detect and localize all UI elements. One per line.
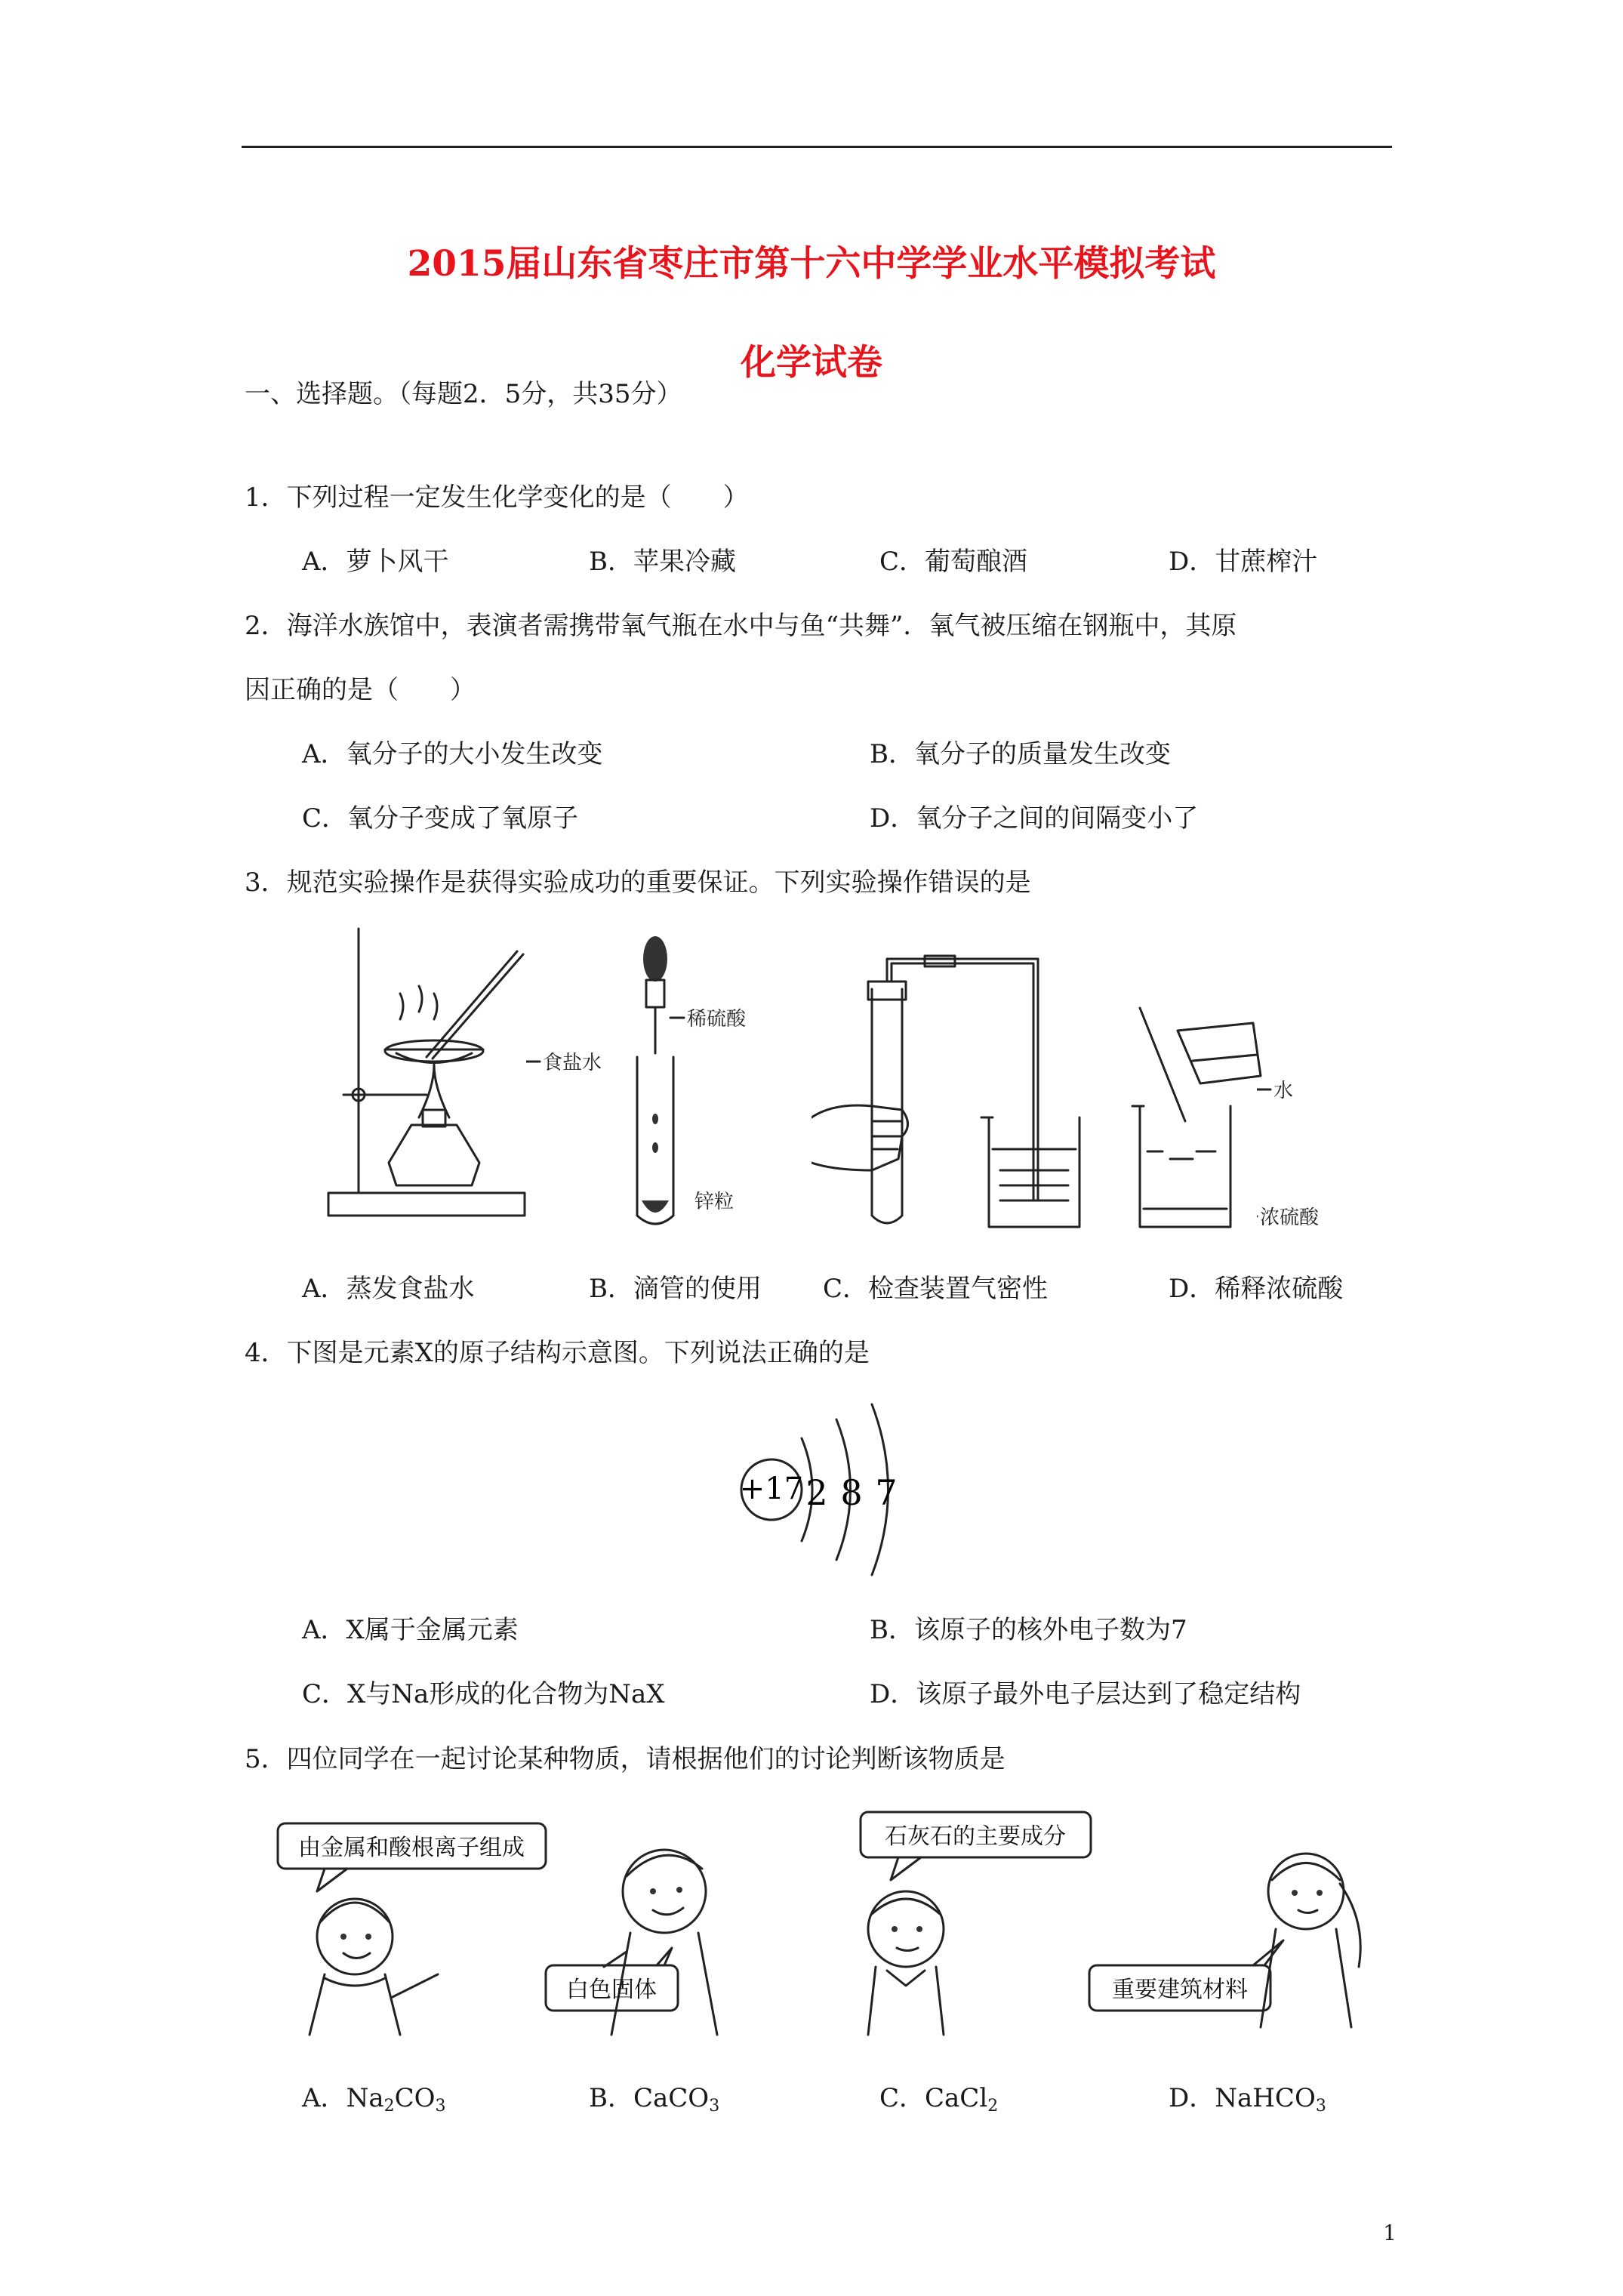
exam-title: 2015届山东省枣庄市第十六中学学业水平模拟考试 (407, 243, 1216, 285)
evaporation-apparatus-figure (313, 921, 540, 1238)
q3-option-c: C．检查装置气密性 (823, 1274, 1049, 1304)
q2-option-c: C．氧分子变成了氧原子 (302, 803, 579, 834)
q1-option-c: C．葡萄酿酒 (879, 547, 1028, 577)
svg-text:食盐水: 食盐水 (543, 1052, 602, 1074)
dropper-labels (657, 1004, 770, 1231)
svg-text:由金属和酸根离子组成: 由金属和酸根离子组成 (298, 1835, 525, 1861)
q5-option-b: B．CaCO$_3$ (589, 2083, 720, 2116)
svg-text:石灰石的主要成分: 石灰石的主要成分 (885, 1823, 1066, 1850)
header-rule (242, 146, 1392, 148)
q2-stem-line1: 2．海洋水族馆中，表演者需携带氧气瓶在水中与鱼“共舞”．氧气被压缩在钢瓶中，其原 (245, 611, 1237, 641)
svg-text:水: 水 (1273, 1080, 1294, 1102)
svg-text:浓硫酸: 浓硫酸 (1260, 1207, 1320, 1229)
svg-text:+17: +17 (739, 1472, 804, 1506)
q1-stem: 1．下列过程一定发生化学变化的是（ ） (245, 482, 749, 513)
q5-option-a: A．$Na_2CO_3$ (302, 2083, 446, 2116)
q1-option-b: B．苹果冷藏 (589, 547, 736, 577)
q2-option-d: D．氧分子之间的间隔变小了 (870, 803, 1199, 834)
svg-text:2: 2 (805, 1472, 828, 1513)
q4-option-d: D．该原子最外电子层达到了稳定结构 (870, 1679, 1301, 1709)
atomic-structure-diagram (732, 1393, 906, 1582)
exam-subtitle: 化学试卷 (741, 342, 882, 384)
q3-option-b: B．滴管的使用 (589, 1274, 762, 1304)
page-number: 1 (1383, 2220, 1397, 2245)
svg-text:锌粒: 锌粒 (694, 1191, 735, 1213)
q1-option-a: A．萝卜风干 (302, 547, 449, 577)
svg-text:稀硫酸: 稀硫酸 (687, 1008, 747, 1031)
q1-option-d: D．甘蔗榨汁 (1169, 547, 1318, 577)
q5-stem: 5．四位同学在一起讨论某种物质，请根据他们的讨论判断该物质是 (245, 1744, 1006, 1774)
dilute-acid-labels (1257, 1076, 1347, 1234)
q3-option-a: A．蒸发食盐水 (302, 1274, 475, 1304)
q4-stem: 4．下图是元素X的原子结构示意图。下列说法正确的是 (245, 1338, 870, 1368)
svg-text:8: 8 (840, 1472, 863, 1513)
airtightness-check-figure (812, 944, 1091, 1238)
svg-text:重要建筑材料: 重要建筑材料 (1112, 1977, 1248, 2003)
q5-option-c: C．CaCl$_2$ (879, 2083, 999, 2116)
student-discussion-figure (249, 1808, 1427, 2042)
q2-stem-line2: 因正确的是（ ） (245, 675, 476, 705)
svg-text:7: 7 (875, 1472, 898, 1513)
q4-option-a: A．X属于金属元素 (302, 1615, 519, 1645)
q4-option-b: B．该原子的核外电子数为7 (870, 1615, 1187, 1645)
q2-option-b: B．氧分子的质量发生改变 (870, 739, 1171, 769)
salt-water-label (526, 1048, 617, 1078)
q3-stem: 3．规范实验操作是获得实验成功的重要保证。下列实验操作错误的是 (245, 868, 1031, 898)
q3-option-d: D．稀释浓硫酸 (1169, 1274, 1344, 1304)
svg-text:白色固体: 白色固体 (566, 1977, 657, 2003)
q5-option-d: D．NaHCO$_3$ (1169, 2083, 1326, 2116)
q2-option-a: A．氧分子的大小发生改变 (302, 739, 603, 769)
section-heading: 一、选择题。（每题2．5分，共35分） (245, 379, 682, 409)
q4-option-c: C．X与Na形成的化合物为NaX (302, 1679, 665, 1709)
